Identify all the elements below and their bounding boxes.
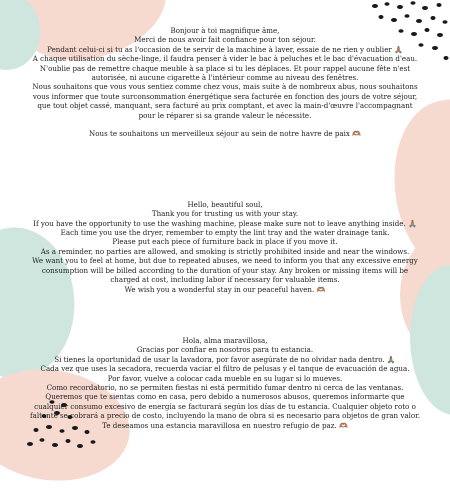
dryer-note-es: Cada vez que uses la secadora, recuerda vaciar el filtro de pelusas y el tanque de evacuación de agua. <box>40 364 410 374</box>
greeting-en: Hello, beautiful soul, <box>187 199 263 209</box>
furniture-note-en: Please put each piece of furniture back in place if you move it. <box>112 237 338 247</box>
furniture-note-es: Por favor, vuelve a colocar cada mueble en su lugar si lo mueves. <box>107 373 343 383</box>
closing-fr: Nous te souhaitons un merveilleux séjour au sein de notre havre de paix 🫶🏽 <box>89 129 361 139</box>
washer-note-es: Si tienes la oportunidad de usar la lavadora, por favor asegúrate de no olvidar nada dentro. 🙏🏽 <box>54 354 396 364</box>
energy-note-en: We want you to feel at home, but due to repeated abuses, we need to inform you that any excessive energy consumption will be billed according to the duration of your stay. Any broken or missing items will be charged at cost, including labor if necessary for valuable items. <box>32 256 418 285</box>
energy-note-es: Queremos que te sientas como en casa, pero debido a numerosos abusos, queremos informarte que cualquier consumo excesivo de energía se facturará según los días de tu estancia. Cualquier objeto roto o faltante se cobrará a precio de costo, incluyendo la mano de obra si es necesario para objetos de gran valor. <box>29 392 421 421</box>
thanks-es: Gracias por confiar en nosotros para tu estancia. <box>136 345 314 355</box>
energy-note-fr: Nous souhaitons que vous vous sentiez comme chez vous, mais suite à de nombreux abus, nous souhaitons vous informer que toute surconsommation énergétique sera facturée en fonction des jours de votre séjour, que tout objet cassé, manquant, sera facturé au prix comptant, et avec la main-d'œuvre l'accompagnant pour le réparer si sa grande valeur le nécessite. <box>32 82 418 120</box>
message-french <box>28 26 422 139</box>
thanks-en: Thank you for trusting us with your stay. <box>151 209 299 219</box>
washer-note-fr: Pendant celui-ci si tu as l'occasion de te servir de la machine à laver, essaie de ne rien y oublier 🙏🏽 <box>47 44 403 54</box>
dryer-note-fr: A chaque utilisation du sèche-linge, il faudra penser à vider le bac à peluches et le bac d'évacuation d'eau. <box>32 54 418 64</box>
closing-en: We wish you a wonderful stay in our peaceful haven. 🫶🏽 <box>124 284 326 294</box>
message-spanish <box>28 336 422 430</box>
greeting-es: Hola, alma maravillosa, <box>182 335 268 345</box>
message-english <box>28 200 422 294</box>
dryer-note-en: Each time you use the dryer, remember to empty the lint tray and the water drainage tank. <box>60 228 390 238</box>
party-note-en: As a reminder, no parties are allowed, and smoking is strictly prohibited inside and near the windows. <box>40 246 410 256</box>
greeting-fr: Bonjour à toi magnifique âme, <box>170 26 280 35</box>
washer-note-en: If you have the opportunity to use the washing machine, please make sure not to leave anything inside. 🙏🏽 <box>33 218 417 228</box>
message-content <box>28 26 422 430</box>
thanks-fr: Merci de nous avoir fait confiance pour ton séjour. <box>134 35 316 45</box>
furniture-note-fr: N'oublie pas de remettre chaque meuble à sa place si tu les déplaces. Et pour rappel aucune fête n'est autorisée, ni aucune cigarette à l'intérieur comme au niveau des fenêtres. <box>39 63 411 83</box>
closing-es: Te deseamos una estancia maravillosa en nuestro refugio de paz. 🫶🏽 <box>102 420 348 430</box>
party-note-es: Como recordatorio, no se permiten fiestas ni está permitido fumar dentro ni cerca de las ventanas. <box>46 382 404 392</box>
